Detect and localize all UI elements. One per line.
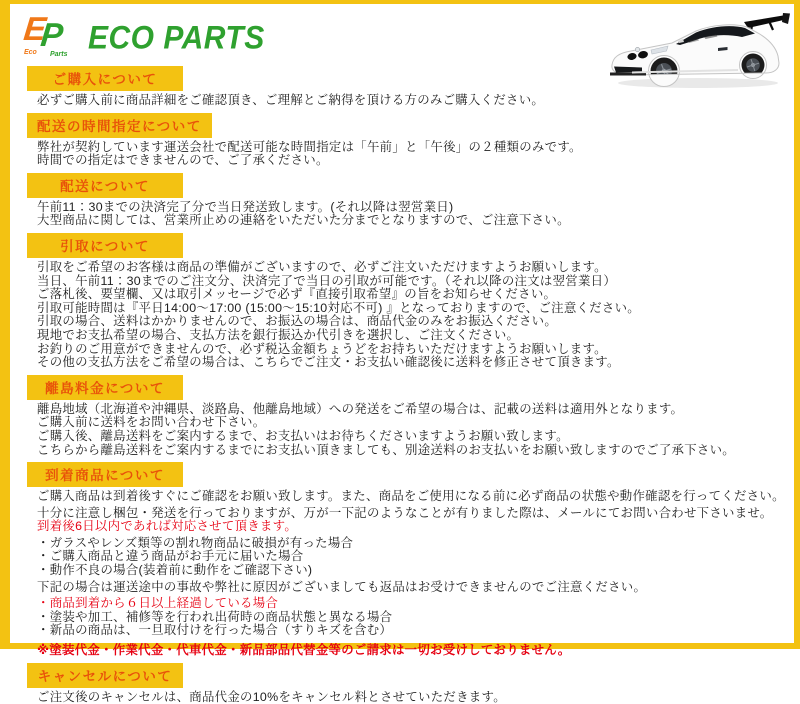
text-line: 引取可能時間は『平日14:00～17:00 (15:00～15:10対応不可) 』となっておりますので、ご注意ください。 [37, 300, 640, 315]
section-body [10, 141, 794, 168]
brand-wordmark: ECO PARTS [88, 20, 265, 57]
logo-sub-parts: Parts [50, 51, 68, 58]
info-section [10, 663, 794, 704]
info-sections [10, 66, 794, 704]
info-section [10, 462, 794, 658]
text-line: ご注文後のキャンセルは、商品代金の10%をキャンセル料とさせていただきます。 [37, 689, 506, 704]
section-title-badge: 配送の時間指定について [27, 113, 212, 138]
text-line: ※塗装代金・作業代金・代車代金・新品部品代替金等のご請求は一切お受けしておりません。 [37, 643, 571, 658]
text-line: 十分に注意し梱包・発送を行っておりますが、万が一下記のようなことが有りました際は、メールにてお問い合わせ下さいませ。 [37, 505, 773, 520]
section-body [10, 691, 794, 704]
text-line: 午前11：30までの決済完了分で当日発送致します。(それ以降は翌営業日) [37, 199, 454, 214]
text-line: ・新品の商品は、一旦取付けを行った場合（すりキズを含む） [37, 623, 393, 638]
info-section [10, 173, 794, 228]
section-title-badge: ご購入について [27, 66, 183, 91]
text-line: ・動作不良の場合(装着前に動作をご確認下さい) [37, 563, 313, 578]
page-header [10, 4, 794, 64]
section-title-badge: 配送について [27, 173, 183, 198]
text-line: その他の支払方法をご希望の場合は、こちらでご注文・お支払い確認後に送料を修正させて頂きます。 [37, 355, 620, 370]
text-line: 下記の場合は運送途中の事故や弊社に原因がございましても返品はお受けできませんのでご注意ください。 [37, 579, 647, 594]
text-line: お釣りのご用意ができませんので、必ず税込金額ちょうどをお持ちいただけますようお願いします。 [37, 341, 607, 356]
section-body [10, 490, 794, 658]
text-line: 時間での指定はできませんので、ご了承ください。 [37, 153, 329, 168]
text-line: こちらから離島送料をご案内するまでにお支払い頂きましても、別途送料のお支払いをお願い致しますのでご了承下さい。 [37, 442, 735, 457]
text-line: 引取の場合、送料はかかりませんので、お振込の場合は、商品代金のみをお振込ください。 [37, 314, 558, 329]
logo-letter-e: E [22, 10, 48, 47]
info-section [10, 375, 794, 457]
text-line: 現地でお支払希望の場合、支払方法を銀行振込か代引きを選択し、ご注文ください。 [37, 327, 520, 342]
text-line: 離島地域（北海道や沖縄県、淡路島、他離島地域）への発送をご希望の場合は、記載の送料は適用外となります。 [37, 401, 684, 416]
text-line: ご購入後、離島送料をご案内するまで、お支払いはお待ちくださいますようお願い致します。 [37, 428, 569, 443]
text-line: 大型商品に関しては、営業所止めの連絡をいただいた分までとなりますので、ご注意下さい。 [37, 213, 570, 228]
text-line: ・塗装や加工、補修等を行われ出荷時の商品状態と異なる場合 [37, 609, 393, 624]
section-title-badge: 離島料金について [27, 375, 183, 400]
text-line: ご落札後、要望欄、又は取引メッセージで必ず『直接引取希望』の旨をお知らせください。 [37, 287, 557, 302]
text-line: ・ガラスやレンズ類等の割れ物商品に破損が有った場合 [37, 535, 354, 550]
text-line: 到着後6日以内であれば対応させて頂きます。 [37, 519, 298, 534]
text-line: 引取をご希望のお客様は商品の準備がございますので、必ずご注文いただけますようお願いします。 [37, 259, 607, 274]
section-body [10, 201, 794, 228]
car-image [606, 10, 792, 90]
section-title-badge: 引取について [27, 233, 183, 258]
text-line: ・ご購入商品と違う商品がお手元に届いた場合 [37, 549, 304, 564]
section-body [10, 403, 794, 457]
section-body [10, 261, 794, 370]
text-line: ご購入前に送料をお問い合わせ下さい。 [37, 415, 266, 430]
section-title-badge: キャンセルについて [27, 663, 183, 688]
text-line: ・商品到着から６日以上経過している場合 [37, 596, 279, 611]
text-line: 必ずご購入前に商品詳細をご確認頂き、ご理解とご納得を頂ける方のみご購入ください。 [37, 93, 545, 107]
logo-sub-eco: Eco [24, 49, 37, 56]
eco-parts-logo-icon [24, 12, 78, 58]
info-section [10, 113, 794, 168]
text-line: ご購入商品は到着後すぐにご確認をお願い致します。また、商品をご使用になる前に必ず商品の状態や動作確認を行ってください。 [37, 489, 785, 504]
text-line: 弊社が契約しています運送会社で配送可能な時間指定は「午前」と「午後」の２種類のみです。 [37, 139, 582, 154]
text-line: 当日、午前11：30までのご注文分、決済完了で当日の引取が可能です。（それ以降の注文は翌営業日） [37, 273, 617, 288]
info-section [10, 233, 794, 370]
section-title-badge: 到着商品について [27, 462, 183, 487]
section-body [10, 94, 794, 108]
logo-letter-p: P [39, 16, 65, 53]
brand-logo [24, 12, 265, 58]
